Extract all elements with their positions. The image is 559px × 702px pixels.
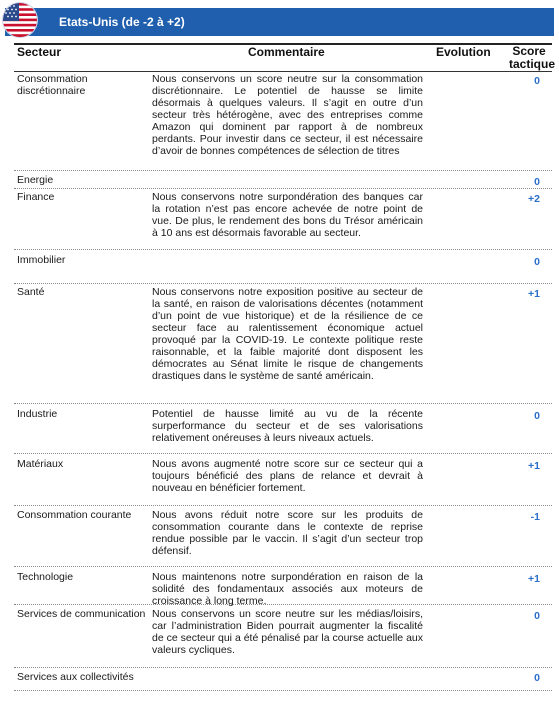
row-divider — [14, 249, 552, 250]
comment-cell: Nous maintenons notre surpondération en raison de la solidité des fondamentaux associés aux moteurs de croissance à long terme. — [152, 571, 423, 607]
sector-cell: Santé — [17, 286, 45, 298]
column-header-score-line1: Score — [512, 44, 546, 58]
row-divider — [14, 505, 552, 506]
section-header-bar — [5, 8, 554, 36]
sector-cell: Services aux collectivités — [17, 671, 134, 683]
table-row — [14, 571, 552, 605]
row-divider — [14, 283, 552, 284]
score-cell: 0 — [534, 256, 540, 268]
sector-cell: Industrie — [17, 408, 58, 420]
row-divider — [14, 604, 552, 605]
table-row — [14, 174, 552, 189]
table-row — [14, 408, 552, 454]
table-row — [14, 191, 552, 250]
comment-cell: Nous avons réduit notre score sur les produits de consommation courante dans le contexte de reprise rendue possible par le vaccin. Il s’agit d’un secteur trop défensif. — [152, 509, 423, 557]
score-cell: 0 — [534, 610, 540, 622]
sector-cell: Technologie — [17, 571, 74, 583]
score-cell: +2 — [528, 193, 540, 205]
score-cell: +1 — [528, 573, 540, 585]
table-row — [14, 73, 552, 171]
row-divider — [14, 188, 552, 189]
comment-cell: Nous conservons un score neutre sur la consommation discrétionnaire. Le potentiel de hausse se limite désormais à quelques valeurs. Il s’agit en outre d’un secteur très hétérogène, avec des entreprises comme Amazon qui dominent par rapport à de nombreux perdants. Pour investir dans ce secteur, il est nécessaire d’avoir de bonnes compétences de sélection de titres — [152, 73, 423, 157]
score-cell: 0 — [534, 75, 540, 87]
sector-cell: Immobilier — [17, 254, 66, 266]
table-row — [14, 254, 552, 284]
sector-cell: Services de communication — [17, 608, 146, 620]
row-divider — [14, 170, 552, 171]
column-header-score — [509, 44, 556, 71]
row-divider — [14, 453, 552, 454]
table-row — [14, 509, 552, 567]
comment-cell: Nous conservons notre exposition positive au secteur de la santé, en raison de valorisations décentes (notamment d’un point de vue historique) et de la résilience de ce secteur face au ralentissement économique actuel provoqué par la COVID-19. Le contexte politique reste raisonnable, et la faible majorité dont disposent les démocrates au Sénat limite le risque de changements drastiques dans le système de santé américain. — [152, 286, 423, 382]
score-cell: -1 — [530, 511, 540, 523]
row-divider — [14, 566, 552, 567]
table-row — [14, 608, 552, 668]
sector-cell: Finance — [17, 191, 55, 203]
score-cell: 0 — [534, 176, 540, 188]
sector-cell: Energie — [17, 174, 54, 186]
comment-cell: Nous avons augmenté notre score sur ce secteur qui a toujours bénéficié des plans de relance et devrait à nouveau en bénéficier fortement. — [152, 458, 423, 494]
sector-cell: Consommation courante — [17, 509, 132, 521]
table-row — [14, 671, 552, 691]
comment-cell: Nous conservons un score neutre sur les médias/loisirs, car l’administration Biden pourrait augmenter la fiscalité de ce secteur qui a été pénalisé par la course actuelle aux valeurs cycliques. — [152, 608, 423, 656]
table-row — [14, 286, 552, 404]
sector-cell: Matériaux — [17, 458, 64, 470]
row-divider — [14, 690, 552, 691]
column-header-sector: Secteur — [17, 45, 62, 59]
us-flag-icon — [3, 3, 37, 37]
score-cell: +1 — [528, 288, 540, 300]
table-header-rule — [14, 71, 552, 72]
sector-cell: Consommation discrétionnaire — [17, 73, 88, 97]
table-row — [14, 458, 552, 506]
comment-cell: Nous conservons notre surpondération des banques car la rotation n’est pas encore achevée de notre point de vue. De plus, le rendement des bons du Trésor américain à 10 ans est désormais favorable au secteur. — [152, 191, 423, 239]
section-title: Etats-Unis (de -2 à +2) — [59, 15, 185, 29]
score-cell: +1 — [528, 460, 540, 472]
score-cell: 0 — [534, 672, 540, 684]
column-header-comment: Commentaire — [248, 45, 325, 59]
comment-cell: Potentiel de hausse limité au vu de la récente surperformance du secteur et de ses valorisations relativement onéreuses à leurs niveaux actuels. — [152, 408, 423, 444]
score-cell: 0 — [534, 410, 540, 422]
row-divider — [14, 403, 552, 404]
column-header-evolution: Evolution — [436, 45, 491, 59]
column-header-score-line2: tactique — [509, 57, 556, 71]
row-divider — [14, 667, 552, 668]
